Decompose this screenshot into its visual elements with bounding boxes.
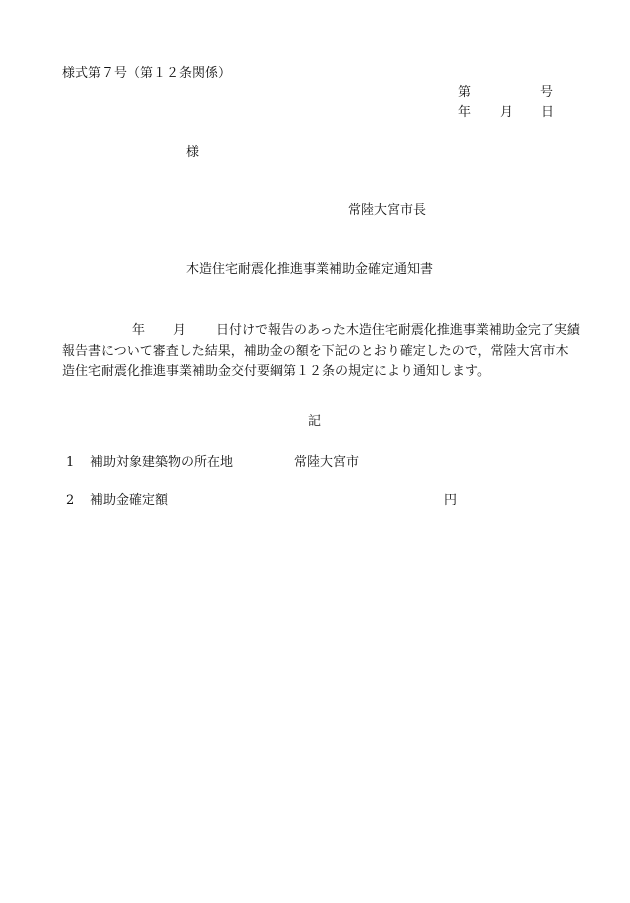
date-day-label: 日 <box>541 105 555 120</box>
ki-heading: 記 <box>308 414 322 429</box>
doc-number-prefix: 第 <box>458 85 472 100</box>
doc-number-suffix: 号 <box>540 85 554 100</box>
form-number: 様式第７号（第１２条関係） <box>62 66 232 81</box>
item-unit-yen: 円 <box>444 493 458 508</box>
item-number: 2 <box>66 493 75 508</box>
date-month-label: 月 <box>500 105 514 120</box>
date-year-label: 年 <box>458 105 472 120</box>
document-title: 木造住宅耐震化推進事業補助金確定通知書 <box>186 262 434 277</box>
addressee-honorific: 様 <box>186 145 200 160</box>
item-label-location: 補助対象建築物の所在地 <box>90 455 234 470</box>
body-month-label: 月 <box>173 323 187 338</box>
item-value-location: 常陸大宮市 <box>294 455 360 470</box>
item-label-amount: 補助金確定額 <box>90 493 169 508</box>
sender-name: 常陸大宮市長 <box>348 203 427 218</box>
body-text: 日付けで報告のあった木造住宅耐震化推進事業補助金完了実績報告書について審査した結果，補助金の額を下記のとおり確定したので，常陸大宮市木造住宅耐震化推進事業補助金交付要綱第１２条の規定により通知します。 <box>62 323 580 379</box>
item-number: 1 <box>66 455 75 470</box>
body-paragraph <box>62 321 580 383</box>
body-year-label: 年 <box>132 323 146 338</box>
